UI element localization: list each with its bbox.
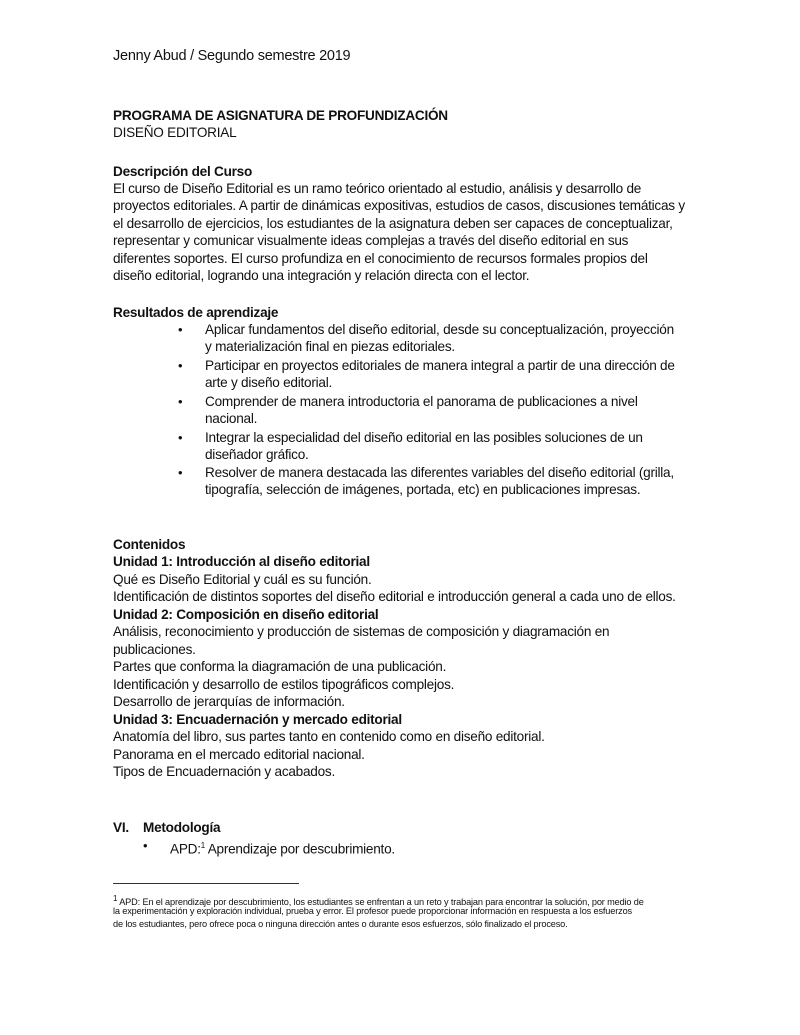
resultado-item: tipografía, selección de imágenes, portada, etc) en publicaciones impresas. xyxy=(205,482,641,497)
metodologia-heading: Metodología xyxy=(143,820,221,835)
unit-line: Panorama en el mercado editorial nacional. xyxy=(113,747,365,762)
descripcion-line: diferentes soportes. El curso profundiza en el conocimiento de recursos formales propios del xyxy=(113,251,648,266)
apd-text: Aprendizaje por descubrimiento. xyxy=(204,841,395,857)
resultado-item: arte y diseño editorial. xyxy=(205,375,332,390)
footnote-text: En el aprendizaje por descubrimiento, los estudiantes se enfrentan a un reto y trabajan para encontrar la solución, por medio de xyxy=(140,897,644,908)
unit-line: Anatomía del libro, sus partes tanto en contenido como en diseño editorial. xyxy=(113,729,545,744)
descripcion-line: representar y comunicar visualmente ideas complejas a través del diseño editorial en sus xyxy=(113,233,629,248)
page-header: Jenny Abud / Segundo semestre 2019 xyxy=(113,48,351,64)
unit-line: Tipos de Encuadernación y acabados. xyxy=(113,764,335,779)
unit-title: Unidad 3: Encuadernación y mercado editorial xyxy=(113,712,402,727)
document-subtitle: DISEÑO EDITORIAL xyxy=(113,125,237,140)
unit-line: Identificación de distintos soportes del diseño editorial e introducción general a cada uno de ellos. xyxy=(113,589,676,604)
descripcion-line: el desarrollo de ejercicios, los estudiantes de la asignatura deben ser capaces de conceptualizar, xyxy=(113,216,673,231)
resultado-item: Aplicar fundamentos del diseño editorial, desde su conceptualización, proyección xyxy=(205,322,674,337)
footnote-line: la experimentación y exploración individual, prueba y error. El profesor puede proporcionar información en respuesta a los esfuerzos xyxy=(113,906,632,916)
section-number: VI. xyxy=(113,820,129,835)
bullet-icon: • xyxy=(143,838,148,853)
resultado-item: nacional. xyxy=(205,411,258,426)
footnote-number: 1 xyxy=(113,894,118,903)
resultado-item: diseñador gráfico. xyxy=(205,447,309,462)
unit-title: Unidad 2: Composición en diseño editorial xyxy=(113,607,379,622)
unit-line: Identificación y desarrollo de estilos tipográficos complejos. xyxy=(113,677,455,692)
contenidos-heading: Contenidos xyxy=(113,537,186,552)
resultado-item: Comprender de manera introductoria el panorama de publicaciones a nivel xyxy=(205,394,638,409)
bullet-icon: • xyxy=(178,430,183,445)
unit-title: Unidad 1: Introducción al diseño editorial xyxy=(113,554,370,569)
apd-label: APD: xyxy=(170,841,201,857)
unit-line: Análisis, reconocimiento y producción de sistemas de composición y diagramación en xyxy=(113,624,610,639)
descripcion-line: proyectos editoriales. A partir de dinámicas expositivas, estudios de casos, discusiones temáticas y xyxy=(113,198,685,213)
unit-line: Partes que conforma la diagramación de una publicación. xyxy=(113,659,447,674)
footnote-line: de los estudiantes, pero ofrece poca o ninguna dirección antes o durante esos esfuerzos, sólo finalizado el proceso. xyxy=(113,919,568,929)
metodologia-item xyxy=(170,837,395,859)
bullet-icon: • xyxy=(178,394,183,409)
descripcion-line: diseño editorial, logrando una integración y relación directa con el lector. xyxy=(113,268,530,283)
resultado-item: Integrar la especialidad del diseño editorial en las posibles soluciones de un xyxy=(205,430,643,445)
descripcion-line: El curso de Diseño Editorial es un ramo teórico orientado al estudio, análisis y desarrollo de xyxy=(113,181,642,196)
resultado-item: Resolver de manera destacada las diferentes variables del diseño editorial (grilla, xyxy=(205,465,674,480)
resultado-item: Participar en proyectos editoriales de manera integral a partir de una dirección de xyxy=(205,358,675,373)
descripcion-heading: Descripción del Curso xyxy=(113,164,253,179)
unit-line: Desarrollo de jerarquías de información. xyxy=(113,694,345,709)
unit-line: publicaciones. xyxy=(113,642,196,657)
footnote-ref[interactable]: 1 xyxy=(200,841,205,850)
bullet-icon: • xyxy=(178,358,183,373)
resultados-heading: Resultados de aprendizaje xyxy=(113,305,279,320)
footnote-label: APD: xyxy=(117,897,141,908)
resultado-item: y materialización final en piezas editoriales. xyxy=(205,339,455,354)
bullet-icon: • xyxy=(178,322,183,337)
bullet-icon: • xyxy=(178,465,183,480)
unit-line: Qué es Diseño Editorial y cuál es su función. xyxy=(113,572,372,587)
footnote-separator xyxy=(113,883,299,884)
document-title: PROGRAMA DE ASIGNATURA DE PROFUNDIZACIÓN xyxy=(113,108,448,123)
